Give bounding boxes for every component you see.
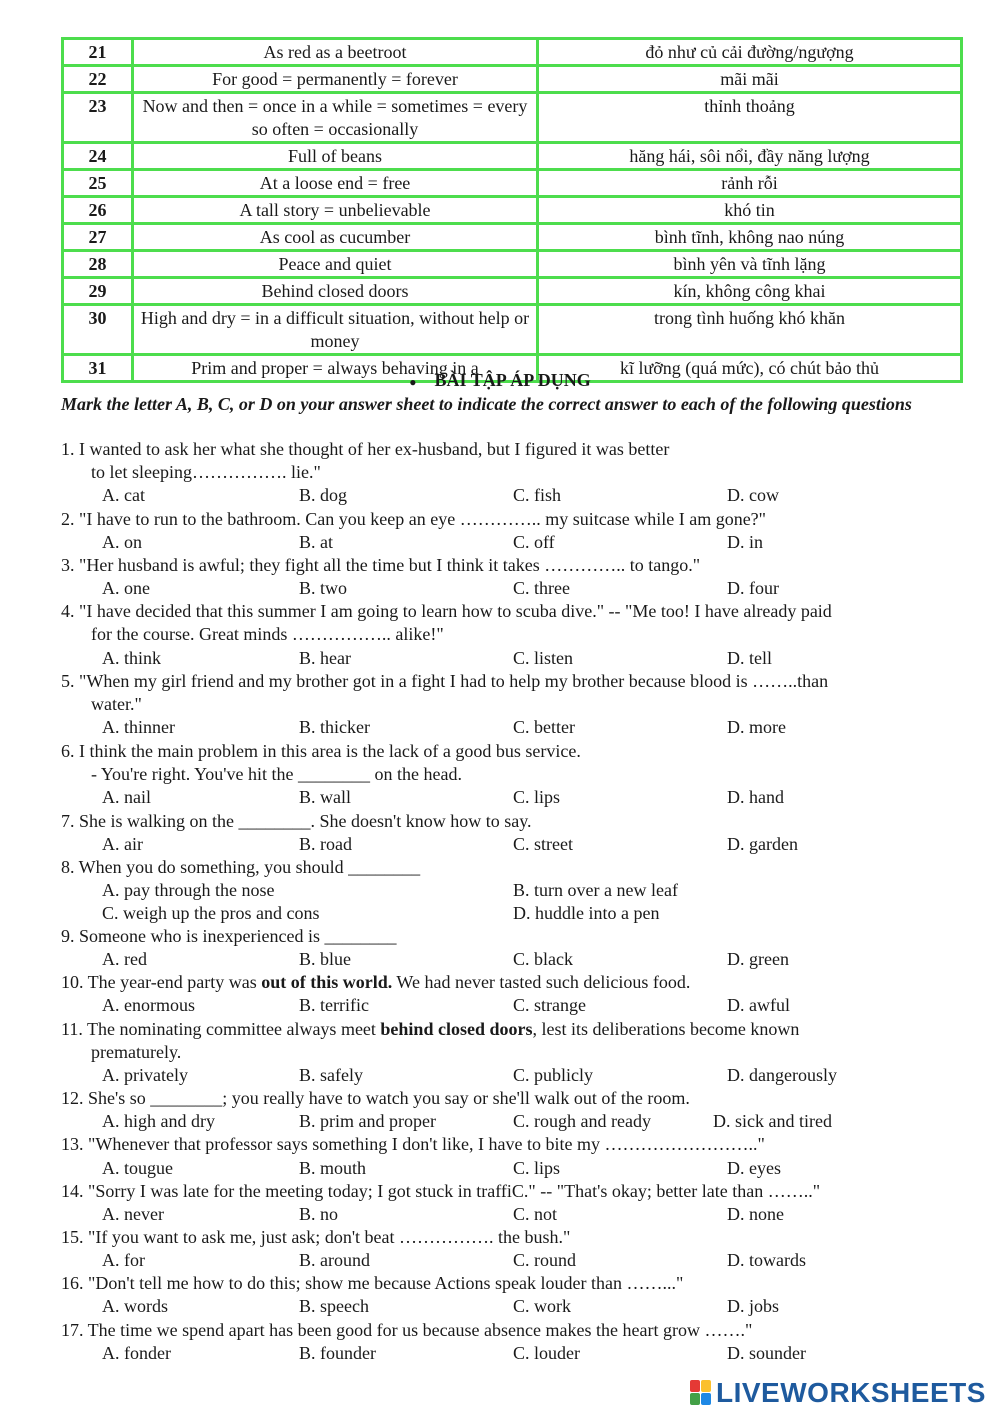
idioms-table: [61, 37, 963, 383]
idiom-english: Behind closed doors: [133, 278, 538, 305]
row-number: 27: [63, 224, 133, 251]
answer-option: C. weigh up the pros and cons: [102, 903, 320, 923]
answer-option: A. words: [102, 1296, 168, 1316]
answer-option: B. around: [299, 1250, 370, 1270]
answer-option: D. garden: [727, 834, 798, 854]
row-number: 24: [63, 143, 133, 170]
table-row: [63, 143, 962, 170]
answer-option: D. sounder: [727, 1343, 806, 1363]
question-text-part: We had never tasted such delicious food.: [392, 972, 691, 992]
question-text: 5. "When my girl friend and my brother got in a fight I had to help my brother because blood is ……..than: [61, 671, 829, 691]
answer-option: C. strange: [513, 995, 586, 1015]
answer-option: D. huddle into a pen: [513, 903, 660, 923]
question-text-part: 11. The nominating committee always meet: [61, 1019, 381, 1039]
question-text-part: 10. The year-end party was: [61, 972, 262, 992]
answer-option: A. for: [102, 1250, 145, 1270]
answer-option: C. round: [513, 1250, 576, 1270]
row-number: 25: [63, 170, 133, 197]
answer-option: C. rough and ready: [513, 1111, 651, 1131]
answer-option: A. privately: [102, 1065, 188, 1085]
table-row: [63, 66, 962, 93]
answer-option: D. four: [727, 578, 779, 598]
idiom-vietnamese: trong tình huống khó khăn: [538, 305, 962, 355]
answer-option: A. fonder: [102, 1343, 171, 1363]
answer-option: C. louder: [513, 1343, 580, 1363]
question-bold-phrase: out of this world.: [261, 972, 393, 992]
idiom-english: High and dry = in a difficult situation, without help or money: [133, 305, 538, 355]
answer-option: B. turn over a new leaf: [513, 880, 678, 900]
question-text: 13. "Whenever that professor says something I don't like, I have to bite my ……………………..": [61, 1134, 765, 1154]
question-text: 6. I think the main problem in this area is the lack of a good bus service.: [61, 741, 581, 761]
answer-option: B. two: [299, 578, 348, 598]
table-row: [63, 278, 962, 305]
answer-option: A. think: [102, 648, 162, 668]
answer-option: D. in: [727, 532, 763, 552]
idiom-english: Peace and quiet: [133, 251, 538, 278]
question-text: 15. "If you want to ask me, just ask; don't beat ……………. the bush.": [61, 1227, 571, 1247]
answer-option: D. tell: [727, 648, 772, 668]
answer-option: A. one: [102, 578, 150, 598]
answer-option: D. hand: [727, 787, 784, 807]
question-text-continued: to let sleeping……………. lie.": [91, 462, 321, 482]
idiom-english: Full of beans: [133, 143, 538, 170]
liveworksheets-logo: [690, 1376, 986, 1410]
table-row: [63, 251, 962, 278]
answer-option: D. more: [727, 717, 786, 737]
row-number: 23: [63, 93, 133, 143]
answer-option: B. prim and proper: [299, 1111, 436, 1131]
question-text: 14. "Sorry I was late for the meeting today; I got stuck in traffiC." -- "That's okay; better late than ……..": [61, 1181, 821, 1201]
bullet-icon: ●: [409, 374, 417, 389]
answer-option: B. dog: [299, 485, 348, 505]
question-text-part: , lest its deliberations become known: [532, 1019, 800, 1039]
idiom-english: A tall story = unbelievable: [133, 197, 538, 224]
question-text-continued: prematurely.: [91, 1042, 182, 1062]
answer-option: B. no: [299, 1204, 339, 1224]
question-text: 12. She's so ________; you really have to watch you say or she'll walk out of the room.: [61, 1088, 690, 1108]
answer-option: B. founder: [299, 1343, 376, 1363]
row-number: 29: [63, 278, 133, 305]
idiom-english: As cool as cucumber: [133, 224, 538, 251]
row-number: 26: [63, 197, 133, 224]
question-text-continued: water.": [91, 694, 142, 714]
answer-option: D. towards: [727, 1250, 806, 1270]
table-row: [63, 197, 962, 224]
answer-option: D. dangerously: [727, 1065, 837, 1085]
answer-option: C. publicly: [513, 1065, 593, 1085]
answer-option: D. awful: [727, 995, 790, 1015]
idiom-vietnamese: đỏ như củ cải đường/ngượng: [538, 39, 962, 66]
answer-option: B. road: [299, 834, 352, 854]
idiom-vietnamese: mãi mãi: [538, 66, 962, 93]
answer-option: B. thicker: [299, 717, 370, 737]
idiom-vietnamese: rảnh rỗi: [538, 170, 962, 197]
section-heading-text: BÀI TẬP ÁP DỤNG: [434, 370, 591, 390]
answer-option: A. enormous: [102, 995, 195, 1015]
table-row: [63, 170, 962, 197]
row-number: 31: [63, 355, 133, 382]
liveworksheets-logo-icon: [690, 1380, 712, 1406]
answer-option: C. work: [513, 1296, 571, 1316]
idiom-english: Prim and proper = always behaving in a: [133, 355, 538, 382]
answer-option: A. red: [102, 949, 147, 969]
answer-option: D. cow: [727, 485, 779, 505]
answer-option: A. nail: [102, 787, 151, 807]
answer-option: D. jobs: [727, 1296, 780, 1316]
answer-option: D. eyes: [727, 1158, 781, 1178]
question-text: 3. "Her husband is awful; they fight all the time but I think it takes ………….. to tango.": [61, 555, 701, 575]
answer-option: C. fish: [513, 485, 562, 505]
idiom-vietnamese: kín, không công khai: [538, 278, 962, 305]
answer-option: A. tougue: [102, 1158, 173, 1178]
question-text-continued: - You're right. You've hit the ________ on the head.: [91, 764, 462, 784]
question-bold-phrase: behind closed doors: [380, 1019, 533, 1039]
section-heading: [0, 369, 1000, 393]
answer-option: A. cat: [102, 485, 145, 505]
idiom-vietnamese: bình tĩnh, không nao núng: [538, 224, 962, 251]
answer-option: D. none: [727, 1204, 784, 1224]
answer-option: C. lips: [513, 1158, 561, 1178]
answer-option: D. green: [727, 949, 789, 969]
idiom-english: As red as a beetroot: [133, 39, 538, 66]
idiom-vietnamese: bình yên và tĩnh lặng: [538, 251, 962, 278]
answer-option: C. better: [513, 717, 575, 737]
idiom-english: Now and then = once in a while = sometimes = every so often = occasionally: [133, 93, 538, 143]
idiom-english: For good = permanently = forever: [133, 66, 538, 93]
answer-option: C. three: [513, 578, 570, 598]
question-text: 8. When you do something, you should ________: [61, 857, 421, 877]
question-text: 1. I wanted to ask her what she thought of her ex-husband, but I figured it was better: [61, 439, 670, 459]
question-text: [61, 1018, 799, 1041]
table-row: [63, 93, 962, 143]
answer-option: A. never: [102, 1204, 164, 1224]
question-text: 9. Someone who is inexperienced is ________: [61, 926, 397, 946]
row-number: 30: [63, 305, 133, 355]
answer-option: B. at: [299, 532, 333, 552]
question-text: [61, 971, 690, 994]
answer-option: B. safely: [299, 1065, 363, 1085]
answer-option: D. sick and tired: [713, 1111, 832, 1131]
answer-option: B. mouth: [299, 1158, 367, 1178]
question-text: 17. The time we spend apart has been good for us because absence makes the heart grow …….": [61, 1320, 753, 1340]
idiom-english: At a loose end = free: [133, 170, 538, 197]
question-text: 2. "I have to run to the bathroom. Can you keep an eye ………….. my suitcase while I am gone?": [61, 509, 767, 529]
idiom-vietnamese: thỉnh thoảng: [538, 93, 962, 143]
answer-option: A. air: [102, 834, 143, 854]
idiom-vietnamese: hăng hái, sôi nổi, đầy năng lượng: [538, 143, 962, 170]
question-text: 16. "Don't tell me how to do this; show me because Actions speak louder than ……...": [61, 1273, 684, 1293]
answer-option: A. high and dry: [102, 1111, 215, 1131]
idiom-vietnamese: kĩ lưỡng (quá mức), có chút bảo thủ: [538, 355, 962, 382]
answer-option: A. pay through the nose: [102, 880, 275, 900]
instructions: Mark the letter A, B, C, or D on your answer sheet to indicate the correct answer to each of the following questions: [61, 394, 912, 414]
answer-option: C. off: [513, 532, 555, 552]
table-row: [63, 305, 962, 355]
answer-option: C. lips: [513, 787, 561, 807]
table-row: [63, 39, 962, 66]
table-row: [63, 224, 962, 251]
question-text-continued: for the course. Great minds …………….. alike!": [91, 624, 444, 644]
answer-option: B. speech: [299, 1296, 369, 1316]
answer-option: B. hear: [299, 648, 351, 668]
answer-option: B. wall: [299, 787, 351, 807]
liveworksheets-logo-text: LIVEWORKSHEETS: [716, 1377, 986, 1408]
answer-option: B. blue: [299, 949, 351, 969]
row-number: 22: [63, 66, 133, 93]
answer-option: C. not: [513, 1204, 558, 1224]
idiom-vietnamese: khó tin: [538, 197, 962, 224]
answer-option: A. on: [102, 532, 142, 552]
row-number: 28: [63, 251, 133, 278]
answer-option: A. thinner: [102, 717, 175, 737]
answer-option: C. listen: [513, 648, 574, 668]
answer-option: C. black: [513, 949, 573, 969]
question-text: 7. She is walking on the ________. She doesn't know how to say.: [61, 811, 532, 831]
question-text: 4. "I have decided that this summer I am going to learn how to scuba dive." -- "Me too! I have already paid: [61, 601, 832, 621]
answer-option: C. street: [513, 834, 573, 854]
row-number: 21: [63, 39, 133, 66]
answer-option: B. terrific: [299, 995, 369, 1015]
